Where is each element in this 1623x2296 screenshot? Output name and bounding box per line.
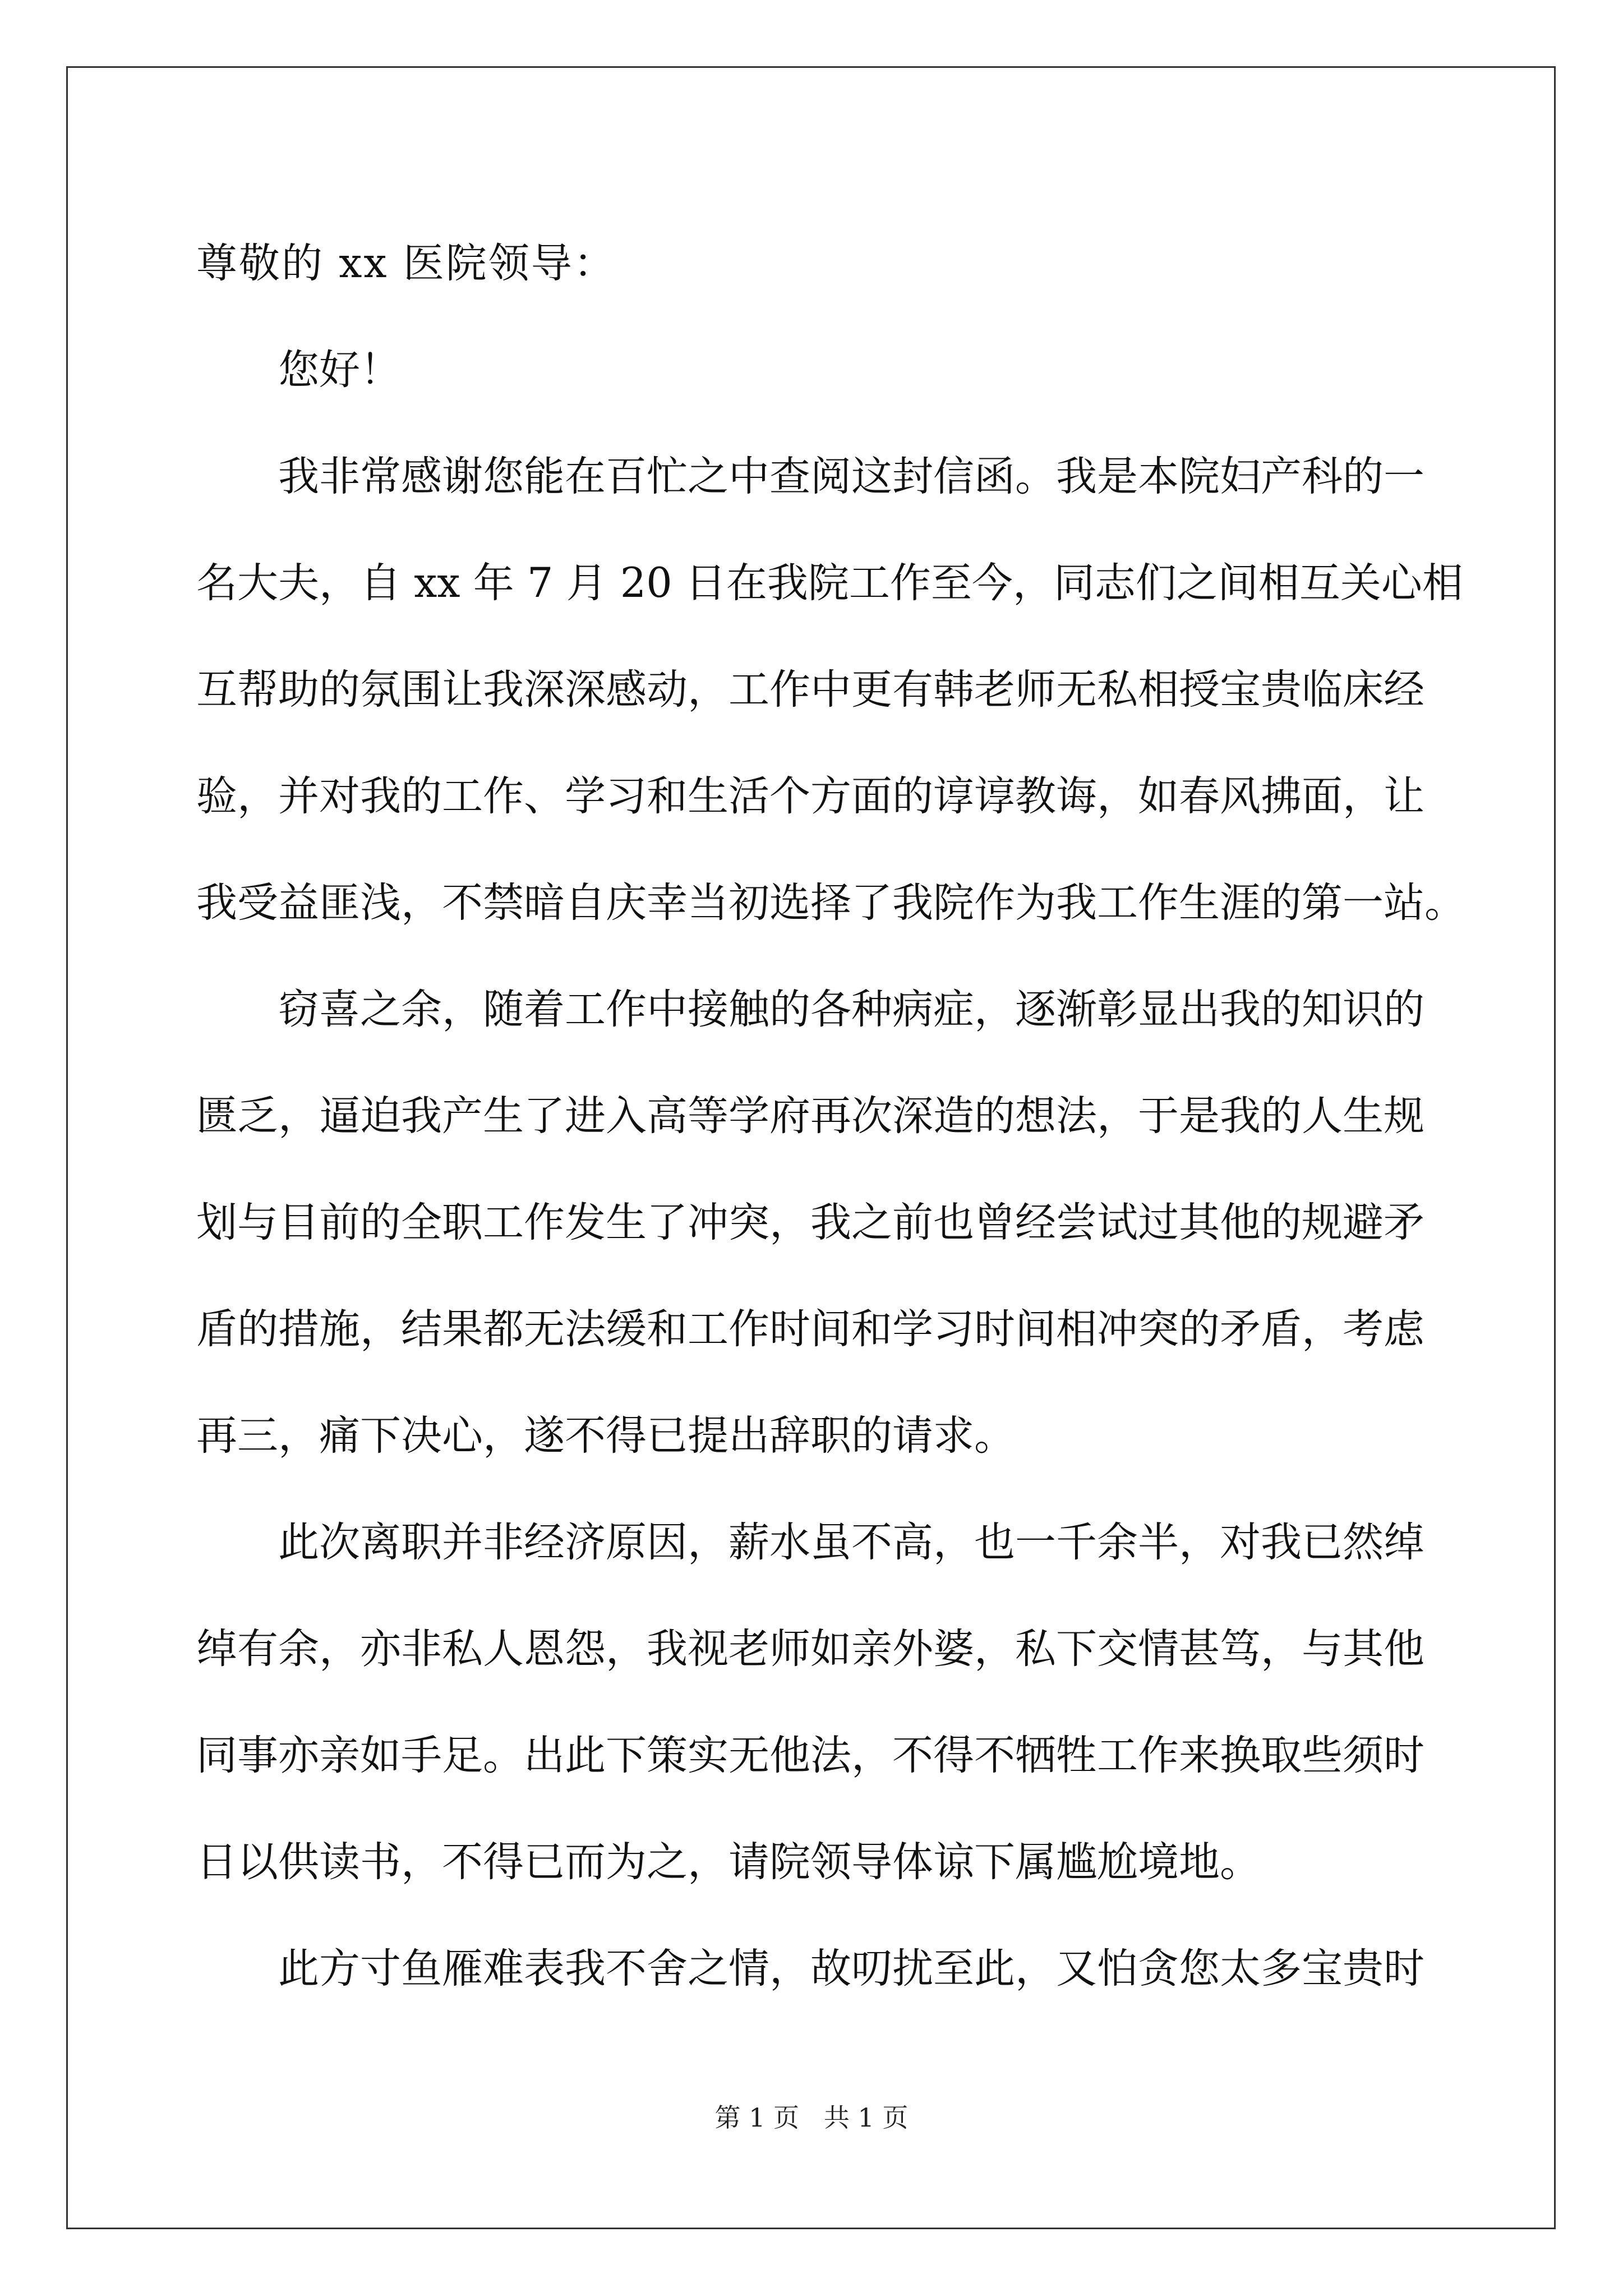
paragraph-line: 同事亦亲如手足。出此下策实无他法，不得不牺牲工作来换取些须时 bbox=[196, 1732, 1424, 1779]
paragraph-line: 划与目前的全职工作发生了冲突，我之前也曾经尝试过其他的规避矛 bbox=[196, 1199, 1424, 1246]
paragraph-line: 日以供读书，不得已而为之，请院领导体谅下属尴尬境地。 bbox=[196, 1838, 1261, 1886]
paragraph-line: 此次离职并非经济原因，薪水虽不高，也一千余半，对我已然绰 bbox=[278, 1519, 1424, 1566]
paragraph-line: 此方寸鱼雁难表我不舍之情，故叨扰至此，又怕贪您太多宝贵时 bbox=[278, 1945, 1424, 1993]
paragraph-line: 验，并对我的工作、学习和生活个方面的谆谆教诲，如春风拂面，让 bbox=[196, 772, 1424, 820]
salutation: 尊敬的 xx 医院领导： bbox=[196, 240, 616, 287]
page-number: 第 1 页 共 1 页 bbox=[714, 2102, 909, 2133]
paragraph-line: 盾的措施，结果都无法缓和工作时间和学习时间相冲突的矛盾，考虑 bbox=[196, 1305, 1424, 1353]
paragraph-line: 再三，痛下决心，遂不得已提出辞职的请求。 bbox=[196, 1412, 1015, 1460]
greeting: 您好！ bbox=[278, 346, 401, 394]
paragraph-line: 名大夫，自 xx 年 7 月 20 日在我院工作至今，同志们之间相互关心相 bbox=[196, 559, 1463, 607]
paragraph-line: 我受益匪浅，不禁暗自庆幸当初选择了我院作为我工作生涯的第一站。 bbox=[196, 879, 1465, 927]
paragraph-line: 绰有余，亦非私人恩怨，我视老师如亲外婆，私下交情甚笃，与其他 bbox=[196, 1625, 1424, 1673]
letter-body bbox=[196, 210, 1465, 2022]
paragraph-line: 匮乏，逼迫我产生了进入高等学府再次深造的想法，于是我的人生规 bbox=[196, 1092, 1424, 1140]
paragraph-line: 我非常感谢您能在百忙之中查阅这封信函。我是本院妇产科的一 bbox=[278, 453, 1424, 500]
paragraph-line: 窃喜之余，随着工作中接触的各种病症，逐渐彰显出我的知识的 bbox=[278, 986, 1424, 1033]
page-footer bbox=[0, 2101, 1623, 2134]
paragraph-line: 互帮助的氛围让我深深感动，工作中更有韩老师无私相授宝贵临床经 bbox=[196, 666, 1424, 714]
